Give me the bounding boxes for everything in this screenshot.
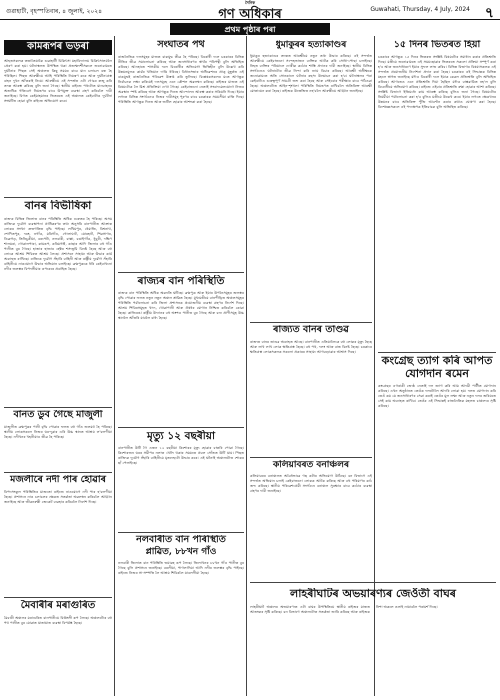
article-body: নলবাৰী জিলাত বান পৰিস্থিতি ভয়াৱহ ৰূপ লৈছে। জিলাখনৰ ৮৮খন গাঁও পানীত বুৰ গৈছে বুলি প্ৰশাসনে জনাইছে। বৰলীয়া, পাগলাদিয়া আদি নদীৰ জলস্তৰ বৃদ্ধি পাইছে। ৰাইজে নিজৰ সা-সম্পত্তি লৈ আশ্ৰয় শিবিৰলৈ যাবলগীয়া হৈছে। [118, 561, 244, 576]
article-nalbari [118, 535, 244, 696]
article-majuli-river [4, 475, 112, 595]
article-headline: মজলীৰে নদী পাৰ হোৱাৰ [10, 475, 106, 485]
header-date-assamese: গুৱাহাটী, বৃহস্পতিবাৰ, ৪ জুলাই, ২০২৪ [6, 8, 103, 15]
article-body: ৰাজ্যৰ বিভিন্ন জিলাত বানৰ পৰিস্থিতি অধিক গুৰুতৰ হৈ পৰিছে। অসম ৰাজ্যিক দুৰ্যোগ ব্যৱস্থাপনা প্ৰাধিকৰণৰ তথ্য অনুসৰি বানপানীত আক্ৰান্ত লোকৰ সংখ্যা দ্ৰুতগতিত বৃদ্ধি পাইছে। লখিমপুৰ, ধেমাজি, বিশ্বনাথ, শোণিতপুৰ, দৰং, নগাঁও, মৰিগাঁও, গোলাঘাট, যোৰহাট, শিৱসাগৰ, ডিব্ৰুগড়, তিনিচুকীয়া, বৰপেটা, নলবাৰী, বাক্সা, বঙাইগাঁও, ধুবুৰী, দক্ষিণ শালমৰা, গোৱালপাৰা, কামৰূপ, কৰিমগঞ্জ, কাছাৰ আদি জিলাৰ বহু গাঁও পানীত বুৰ গৈছে। হাজাৰ হাজাৰ হেক্টৰ শস্যভূমি বিনষ্ট হৈছে আৰু বহু লোকে আশ্ৰয় শিবিৰত আশ্ৰয় লৈছে। প্ৰশাসনে সাহায্য আৰু উদ্ধাৰ কাৰ্য অব্যাহত ৰাখিছে। ৰাজ্যিক দুৰ্যোগ সঁহাৰি বাহিনী আৰু ৰাষ্ট্ৰীয় দুৰ্যোগ সঁহাৰি বাহিনীয়ে নাওযোগে উদ্ধাৰ অভিযান চলাইছে। ব্ৰহ্মপুত্ৰকে ধৰি কেইবাখনো নদীৰ জলস্তৰ বিপদসীমাৰ ওপৰেৰে প্ৰবাহিত হৈছে। [4, 216, 112, 271]
article-body: বানপানীত উটি গৈ এজন ১২ বছৰীয়া কিশোৰৰ মৃত্যু হোৱাৰ বাতৰি পোৱা গৈছে। কিশোৰজন ঘৰৰ সমীপৰ নলাত খেলি থকাৰ সময়তে প্ৰবল সোঁতত উটি যায়। পিছত ৰাজ্যিক দুৰ্যোগ সঁহাৰি বাহিনীয়ে মৃতদেহটো উদ্ধাৰ কৰে। এই ঘটনাই অঞ্চলটোত শোকৰ ছাঁ পেলাইছে। [118, 446, 244, 466]
article-body: চৰকাৰে আগন্তুক ১৫ দিনৰ ভিতৰত সংশ্লিষ্ট বিষয়টোৰ সমাধান কৰাৰ প্ৰতিশ্ৰুতি দিছে। মন্ত্ৰীয়ে জনোৱামতে এই সময়ছোৱাৰ ভিতৰতে সকলো প্ৰক্ৰিয়া সম্পূৰ্ণ কৰা হ'ব আৰু জনসাধাৰণে ইয়াৰ সুফল লাভ কৰিব। বিভিন্ন বিভাগৰ বিষয়াসকলক এই সন্দৰ্ভত প্ৰয়োজনীয় নিৰ্দেশনা প্ৰদান কৰা হৈছে। চৰকাৰৰ এই সিদ্ধান্তক বিভিন্ন মহলে স্বাগত জনাইছে যদিও বিৰোধী দলে ইয়াক কেৱল প্ৰতিশ্ৰুতি বুলি অভিহিত কৰিছে। আগতেও এনে প্ৰতিশ্ৰুতি দিয়া হৈছিল যদিও বাস্তৱায়িত নহ'ল বুলি বিৰোধীয়ে অভিযোগ কৰিছে। ৰাইজে এইবাৰ প্ৰতিশ্ৰুতি ৰক্ষা হোৱাৰ আশা কৰিছে। সংশ্লিষ্ট বিভাগে ইতিমধ্যে কাম আৰম্ভ কৰিছে বুলিও জনা গৈছে। বিষয়টোৰ নিয়মীয়া পৰ্যালোচনা কৰা হ'ব বুলিও মন্ত্ৰীয়ে উল্লেখ কৰে। ইয়াৰ লগতে ক্ষেত্ৰখনৰ উন্নয়নৰ বাবে অতিৰিক্ত পুঁজি আবণ্টন কৰাৰ কথাও ঘোষণা কৰা হৈছে। বিশেষজ্ঞসকলে এই পদক্ষেপক ইতিবাচক বুলি অভিহিত কৰিছে। [378, 54, 496, 109]
section-banner: প্ৰথম পৃষ্ঠাৰ পৰা [170, 23, 330, 35]
article-body: ৰাজনৈতিক দলসমূহৰ মাজত বাকযুদ্ধ তীব্ৰ হৈ পৰিছে। বিৰোধী দলে চৰকাৰৰ বিভিন্ন নীতিৰ তীব্ৰ সমালোচনা কৰিছে আৰু জনসাধাৰণৰ স্বাৰ্থৰ পৰিপন্থী বুলি অভিহিত কৰিছে। আনহাতে শাসকীয় দলে বিৰোধীৰ অভিযোগ ভিত্তিহীন বুলি উল্লেখ কৰি উন্নয়নমূলক কাৰ্যৰ খতিয়ান দাঙি ধৰিছে। বিধানসভাৰ অধিৱেশনৰ প্ৰাক্ মুহূৰ্তত এই বাকযুদ্ধই ৰাজনৈতিক পৰিৱেশ উত্তপ্ত কৰি তুলিছে। বিশ্লেষকসকলৰ মতে আগন্তুক নিৰ্বাচনক লক্ষ্য কৰিয়েই দলসমূহে এনে কৌশল অৱলম্বন কৰিছে। ৰাইজৰ মাজত এই বিষয়টোক লৈ মিশ্ৰ প্ৰতিক্ৰিয়া দেখা গৈছে। কেইবাজনো নেতাই সংবাদমেলযোগে নিজৰ অৱস্থান স্পষ্ট কৰিছে আৰু আগন্তুক দিনত আন্দোলন আৰম্ভ কৰাৰ সকিয়নি দিছে। ইয়াৰ লগতে বিভিন্ন সংগঠনেও নিজৰ দাবীসমূহ পূৰণৰ বাবে চৰকাৰক সময়সীমা বান্ধি দিছে। পৰিস্থিতি আগন্তুক দিনত আৰু জটিল হোৱাৰ আশংকা কৰা হৈছে। [118, 54, 244, 104]
article-rule [4, 472, 112, 473]
article-body: মাজুলীত ব্ৰহ্মপুত্ৰৰ পানী বৃদ্ধি পোৱাৰ ফলত বহু গাঁও জলমগ্ন হৈ পৰিছে। স্থানীয় লোকসকলে নিজৰ ঘৰ-দুৱাৰ এৰি উচ্চ স্থানত আশ্ৰয় ল'বলগীয়া হৈছে। নদীখনৰ খহনীয়াও তীব্ৰ হৈ পৰিছে। [4, 424, 112, 439]
article-congress [378, 355, 496, 580]
article-flood-cutout [4, 200, 112, 405]
article-body: মৈবাৰী অঞ্চলৰ মৰাগুৰিত বানপানীয়ে বিধ্বংসী ৰূপ লৈছে। অঞ্চলটোৰ বহু পথ পানীত বুৰ যোৱাত যাতায়াত ব্যৱস্থা বিপৰ্যস্ত হৈছে। [4, 615, 112, 625]
article-rule [4, 197, 112, 198]
article-body: কংগ্ৰেছৰ এগৰাকী জ্যেষ্ঠ নেতাই দল ত্যাগ কৰি আম আদমী পাৰ্টীত যোগদান কৰিছে। এখন অনুষ্ঠানত তেওঁক দলটোলৈ আদৰি লোৱা হয়। দলত যোগদান কৰি তেওঁ কয় যে জনসাধাৰণৰ সেৱা কৰাই তেওঁৰ মূল লক্ষ্য আৰু নতুন দলৰ জৰিয়তে সেই কাম অব্যাহত ৰাখিব। তেওঁৰ এই সিদ্ধান্তই ৰাজনৈতিক মহলত চাঞ্চল্যৰ সৃষ্টি কৰিছে। [378, 384, 496, 409]
article-state-flood [118, 275, 244, 425]
article-headline: ৰাজ্যত বানৰ তাণ্ডৱ [273, 325, 349, 335]
article-headline: মৈবাৰীৰ মৰাগুৰিত [20, 600, 96, 611]
page-header [0, 0, 500, 20]
article-kamakhya [4, 40, 112, 195]
article-headline: সংঘাতৰ পথ [157, 40, 205, 50]
article-death-12 [118, 430, 244, 530]
article-body: আহতসকলক ততাতৈয়াকৈ গুৱাহাটী চিকিৎসা মহাবিদ্যালয় চিকিৎসালয়লৈ প্ৰেৰণ কৰা হয়। ঘটনাস্থলত উপস্থিত থকা প্ৰত্যক্ষদৰ্শীসকলে জনোৱামতে দুৰ্ঘটনাৰ পিছত সেই অঞ্চলত কিছু সময়ৰ বাবে যান চলাচল বন্ধ হৈ পৰিছিল। পিছত আৰক্ষীয়ে আহি পৰিস্থিতি নিয়ন্ত্ৰণ কৰে আৰু দুৰ্ঘটনাগ্ৰস্ত বাহন দুখন আঁতৰাই নিয়ে। আৰক্ষীয়ে এই সন্দৰ্ভত এটা গোচৰ ৰুজু কৰি তদন্ত আৰম্ভ কৰিছে বুলি জনা গৈছে। স্থানীয় ৰাইজে পথটোত যানবাহনৰ অত্যধিক গতিবেগ নিয়ন্ত্ৰণৰ বাবে উপযুক্ত ব্যৱস্থা গ্ৰহণ কৰিবলৈ দাবী জনাইছে। বিগত কেইমাহমানৰ ভিতৰতে এই অঞ্চলত কেইবাটাও দুৰ্ঘটনা সংঘটিত হোৱা বুলি ৰাইজে অভিযোগ কৰে। [4, 58, 112, 103]
article-body: ধুমাকুৰ হত্যাকাণ্ডৰ তদন্তত আৰক্ষীয়ে নতুন তথ্য উদ্ধাৰ কৰিছে। এই সন্দৰ্ভত আৰক্ষীয়ে কেইবাজনো সন্দেহভাজন ব্যক্তিক আটক কৰি সোধা-পোছা চলাইছে। নিহত ব্যক্তিৰ পৰিয়ালে দোষীক কঠোৰ শাস্তি প্ৰদানৰ দাবী জনাইছে। স্থানীয় বিভিন্ন সংগঠনেও ঘটনাটোৰ তীব্ৰ নিন্দা কৰি ন্যায় বিচাৰ কৰিছে। আৰক্ষী অধীক্ষকে জনোৱামতে অতি সোনকালে ঘটনাৰ ৰহস্য উন্মোচন কৰা হ'ব। ঘটনাস্থলৰ পৰা কেইবাটাও গুৰুত্বপূৰ্ণ সামগ্ৰী জব্দ কৰা হৈছে আৰু সেইবোৰ পৰীক্ষাৰ বাবে পঠিওৱা হৈছে। অঞ্চলটোত আইন-শৃংখলা পৰিস্থিতি নিয়ন্ত্ৰণত ৰাখিবলৈ অতিৰিক্ত আৰক্ষী মোতায়েন কৰা হৈছে। ৰাইজক উত্তেজিত নহ'বলৈ আৰক্ষীয়ে আহ্বান জনাইছে। [250, 54, 372, 94]
article-rule [118, 532, 244, 533]
column-rule [114, 36, 115, 696]
article-sangha [118, 40, 244, 270]
article-dhemaji [250, 40, 372, 320]
article-maibari [4, 600, 112, 696]
article-rule [250, 322, 372, 323]
article-headline: নলবাৰীত বান পৰিস্থিতি [136, 535, 226, 545]
article-body: ৰাজ্যৰ বান পৰিস্থিতি অধিক অৱনতি ঘটিছে। ব্ৰহ্মপুত্ৰ আৰু ইয়াৰ উপনৈসমূহৰ জলস্তৰ বৃদ্ধি পোৱাৰ ফলত নতুন নতুন অঞ্চল প্লাৱিত হৈছে। মুখ্যমন্ত্ৰীয়ে বানপীড়িত অঞ্চলসমূহৰ পৰিস্থিতি পৰ্যালোচনা কৰি জিলা প্ৰশাসনক প্ৰয়োজনীয় ব্যৱস্থা গ্ৰহণৰ নিৰ্দেশ দিছে। আশ্ৰয় শিবিৰসমূহত খাদ্য, খোৱাপানী আৰু ঔষধৰ যোগান নিশ্চিত কৰিবলৈ কোৱা হৈছে। কাজিৰঙা ৰাষ্ট্ৰীয় উদ্যানৰ বহু অংশও পানীত বুৰ গৈছে আৰু বন্য প্ৰাণীসমূহ উচ্চ স্থানলৈ আঁতৰি যাবলৈ বাধ্য হৈছে। [118, 291, 244, 321]
article-headline: কলিয়াবৰত বনাঞ্চলৰ [272, 460, 350, 470]
article-headline: বানত ডুব গৈছে মাজুলী [13, 410, 103, 420]
article-headline: মৃত্যু ১২ বছৰীয়া [146, 430, 216, 442]
article-rule [4, 597, 112, 598]
article-body: ৰাজ্যত বানৰ তাণ্ডৱ অব্যাহত আছে। বানপানীত এতিয়ালৈকে বহু লোকৰ মৃত্যু হৈছে আৰু লাখ লাখ লোক ক্ষতিগ্ৰস্ত হৈছে। বহু পথ, দলং আৰু বান্ধ বিনষ্ট হৈছে। চৰকাৰে ক্ষতিগ্ৰস্ত লোকসকলক সকলো প্ৰকাৰৰ সাহায্য আগবঢ়োৱাৰ আশ্বাস দিছে। [250, 339, 372, 354]
article-kaliabor [250, 460, 372, 580]
article-lahorighat [250, 588, 496, 696]
article-majuli-flood [4, 410, 112, 470]
article-rule [118, 427, 244, 428]
article-body: কলিয়াবৰৰ বনাঞ্চলত অবৈধভাৱে গছ কটাৰ অভিযোগ উঠিছে। বন বিভাগে এই সন্দৰ্ভত অভিযান চলাই কেইবাজনো লোকক আটক কৰিছে আৰু বহু পৰিমাণৰ কাঠ জব্দ কৰিছে। স্থানীয় পৰিৱেশপ্ৰেমী সংগঠনে বনাঞ্চল সুৰক্ষাৰ বাবে কঠোৰ ব্যৱস্থা গ্ৰহণৰ দাবী জনাইছে। [250, 474, 372, 494]
article-headline: কংগ্ৰেছ ত্যাগ কৰি আপত যোগদান ৰমেন [381, 355, 493, 380]
article-rule [378, 352, 496, 353]
article-rule [250, 582, 496, 583]
column-rule [246, 36, 247, 696]
article-rule [4, 407, 112, 408]
article-headline: বানৰ বিভীষিকা [24, 200, 92, 212]
article-subheadline: প্লাৱিত, ৮৮খন গাঁও [145, 546, 217, 557]
header-date-english: Guwahati, Thursday, 4 July, 2024 [370, 6, 470, 13]
article-headline: ১৫ দিনৰ ভিতৰত হিয়া [393, 40, 481, 50]
article-rule [250, 457, 372, 458]
article-rule [118, 272, 244, 273]
masthead-title: গণ অধিকাৰ [218, 7, 282, 22]
article-body: লাহৰীঘাট অঞ্চলৰ অভয়াৰণ্যত এটা বাঘৰ উপস্থিতিয়ে স্থানীয় ৰাইজৰ মাজত আতংকৰ সৃষ্টি কৰিছে। বন বিভাগে অঞ্চলটোত সতৰ্কতা জাৰি কৰিছে আৰু ৰাইজক নিশা অকলে ওলাই নাযাবলৈ পৰামৰ্শ দিছে। [250, 604, 438, 614]
article-fifteen-days [378, 40, 496, 350]
article-body: বিপদসংকুল পৰিস্থিতিৰ মাজতো ৰাইজে নাওযোগে নদী পাৰ হ'বলগীয়া হৈছে। প্ৰশাসনে নাও চলাচলৰ ক্ষেত্ৰত সতৰ্কতা অৱলম্বন কৰিবলৈ আহ্বান জনাইছে আৰু জীৱনৰক্ষী জেকেট ব্যৱহাৰ কৰিবলৈ নিৰ্দেশ দিছে। [4, 489, 112, 504]
article-headline: ৰাজ্যৰ বান পৰিস্থিতি [137, 275, 225, 287]
masthead-tag: দৈনিক [244, 0, 256, 5]
article-flood-ruin [250, 325, 372, 455]
article-headline: ধুমাকুৰৰ হত্যাকাণ্ডৰ [275, 40, 347, 50]
page-number: ৭ [484, 5, 494, 21]
article-headline: লাহৰীঘাটৰ অভয়াৰণ্যৰ জেওঁতী বাঘৰ [290, 588, 456, 600]
article-headline: কামৰূপৰ ভড়ৰা [4, 40, 112, 55]
